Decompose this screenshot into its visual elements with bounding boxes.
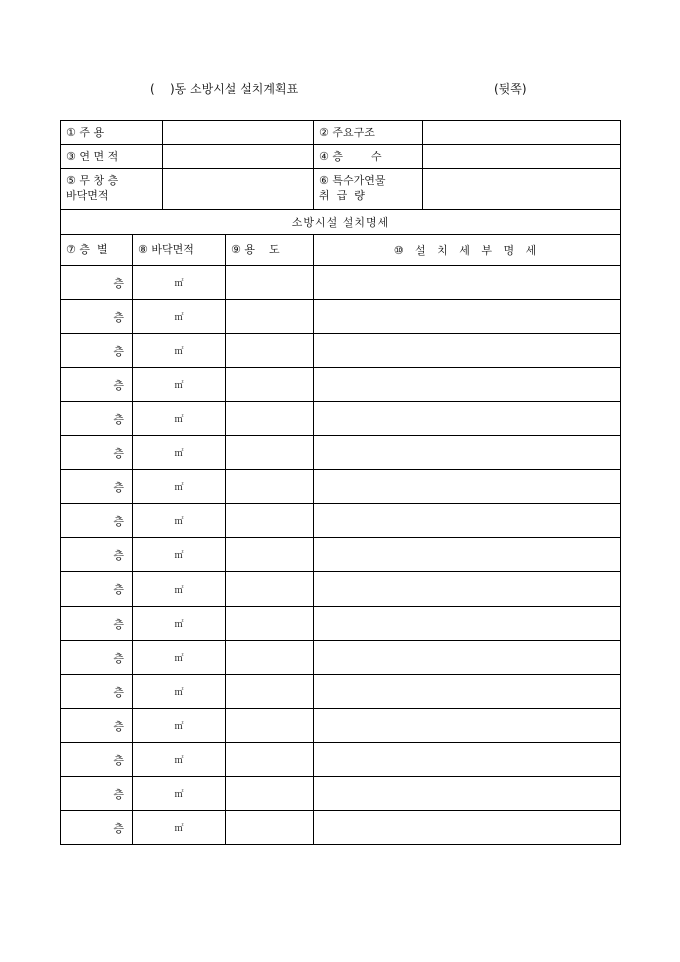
- area-cell: ㎡: [132, 435, 226, 470]
- use-cell[interactable]: [225, 708, 314, 743]
- detail-cell[interactable]: [313, 571, 621, 607]
- structure-field[interactable]: [422, 120, 621, 145]
- detail-cell[interactable]: [313, 299, 621, 334]
- windowless-label-line2: 바닥면적: [66, 189, 109, 202]
- col-header-floor: ⑦ 층 별: [60, 234, 133, 266]
- usage-field[interactable]: [162, 120, 314, 145]
- detail-cell[interactable]: [313, 742, 621, 777]
- floor-cell: 층: [60, 299, 133, 334]
- windowless-label-line1: ⑤ 무 창 층: [66, 174, 119, 187]
- use-cell[interactable]: [225, 299, 314, 334]
- structure-label: ② 주요구조: [313, 120, 423, 145]
- detail-cell[interactable]: [313, 367, 621, 402]
- use-cell[interactable]: [225, 674, 314, 709]
- special-label-line2: 취 급 량: [319, 189, 365, 202]
- area-cell: ㎡: [132, 469, 226, 504]
- detail-cell[interactable]: [313, 333, 621, 368]
- area-cell: ㎡: [132, 776, 226, 811]
- use-cell[interactable]: [225, 469, 314, 504]
- detail-cell[interactable]: [313, 401, 621, 436]
- use-cell[interactable]: [225, 265, 314, 300]
- floor-cell: 층: [60, 640, 133, 675]
- floors-label: ④ 층 수: [313, 144, 423, 169]
- use-cell[interactable]: [225, 640, 314, 675]
- use-cell[interactable]: [225, 606, 314, 641]
- area-cell: ㎡: [132, 265, 226, 300]
- area-cell: ㎡: [132, 401, 226, 436]
- area-cell: ㎡: [132, 742, 226, 777]
- usage-label: ① 주 용: [60, 120, 163, 145]
- document-title: ( )동 소방시설 설치계획표: [150, 82, 299, 96]
- area-cell: ㎡: [132, 571, 226, 607]
- use-cell[interactable]: [225, 333, 314, 368]
- detail-cell[interactable]: [313, 469, 621, 504]
- area-cell: ㎡: [132, 674, 226, 709]
- special-combustibles-label: [313, 168, 423, 210]
- floor-cell: 층: [60, 265, 133, 300]
- use-cell[interactable]: [225, 776, 314, 811]
- detail-cell[interactable]: [313, 503, 621, 538]
- col-header-detail: ⑩ 설 치 세 부 명 세: [313, 234, 621, 266]
- detail-cell[interactable]: [313, 606, 621, 641]
- use-cell[interactable]: [225, 435, 314, 470]
- floor-cell: 층: [60, 606, 133, 641]
- area-cell: ㎡: [132, 606, 226, 641]
- area-cell: ㎡: [132, 367, 226, 402]
- special-label-line1: ⑥ 특수가연물: [319, 174, 386, 187]
- back-side-label: (뒷쪽): [494, 82, 527, 96]
- floor-cell: 층: [60, 367, 133, 402]
- special-combustibles-field[interactable]: [422, 168, 621, 210]
- use-cell[interactable]: [225, 367, 314, 402]
- floors-field[interactable]: [422, 144, 621, 169]
- floor-cell: 층: [60, 469, 133, 504]
- area-cell: ㎡: [132, 708, 226, 743]
- floor-cell: 층: [60, 708, 133, 743]
- total-area-label: ③ 연 면 적: [60, 144, 163, 169]
- detail-cell[interactable]: [313, 435, 621, 470]
- floor-cell: 층: [60, 571, 133, 607]
- use-cell[interactable]: [225, 503, 314, 538]
- section-title: 소방시설 설치명세: [60, 209, 621, 235]
- floor-cell: 층: [60, 333, 133, 368]
- detail-cell[interactable]: [313, 674, 621, 709]
- area-cell: ㎡: [132, 640, 226, 675]
- col-header-use: ⑨ 용 도: [225, 234, 314, 266]
- detail-cell[interactable]: [313, 708, 621, 743]
- use-cell[interactable]: [225, 742, 314, 777]
- windowless-floor-area-field[interactable]: [162, 168, 314, 210]
- floor-cell: 층: [60, 401, 133, 436]
- area-cell: ㎡: [132, 810, 226, 845]
- total-area-field[interactable]: [162, 144, 314, 169]
- floor-cell: 층: [60, 537, 133, 572]
- detail-cell[interactable]: [313, 640, 621, 675]
- floor-cell: 층: [60, 435, 133, 470]
- area-cell: ㎡: [132, 503, 226, 538]
- detail-cell[interactable]: [313, 810, 621, 845]
- floor-cell: 층: [60, 776, 133, 811]
- detail-cell[interactable]: [313, 776, 621, 811]
- floor-cell: 층: [60, 674, 133, 709]
- col-header-area: ⑧ 바닥면적: [132, 234, 226, 266]
- area-cell: ㎡: [132, 537, 226, 572]
- use-cell[interactable]: [225, 810, 314, 845]
- floor-cell: 층: [60, 742, 133, 777]
- detail-cell[interactable]: [313, 537, 621, 572]
- use-cell[interactable]: [225, 537, 314, 572]
- floor-cell: 층: [60, 503, 133, 538]
- area-cell: ㎡: [132, 333, 226, 368]
- windowless-floor-area-label: [60, 168, 163, 210]
- use-cell[interactable]: [225, 571, 314, 607]
- area-cell: ㎡: [132, 299, 226, 334]
- floor-cell: 층: [60, 810, 133, 845]
- detail-cell[interactable]: [313, 265, 621, 300]
- use-cell[interactable]: [225, 401, 314, 436]
